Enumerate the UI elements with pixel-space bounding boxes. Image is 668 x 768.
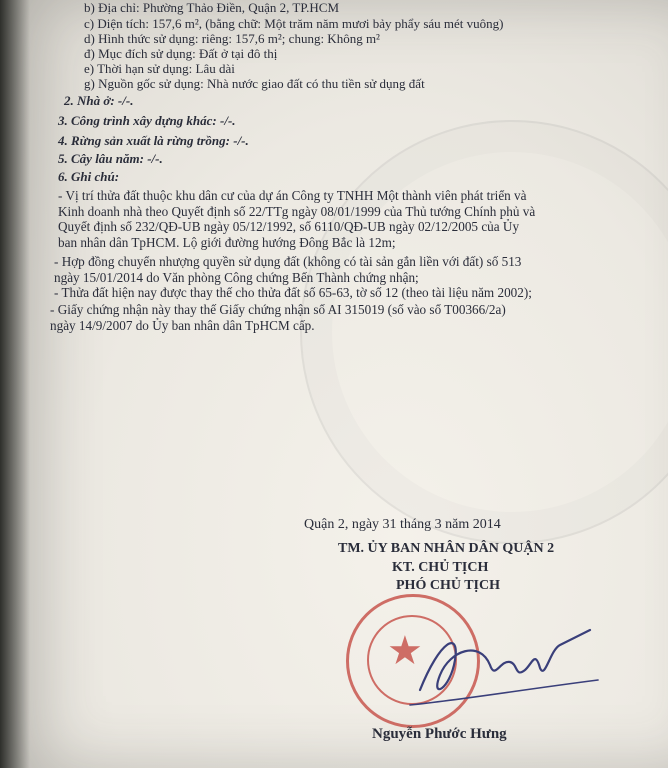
on-behalf-of-chair: KT. CHỦ TỊCH [392, 560, 489, 575]
page-edge-shadow [0, 0, 30, 768]
star-icon: ★ [387, 628, 423, 673]
issue-date-line: Quận 2, ngày 31 tháng 3 năm 2014 [304, 517, 501, 532]
section-forest: 4. Rừng sản xuất là rừng trồng: -/-. [58, 133, 249, 148]
section-perennial-trees: 5. Cây lâu năm: -/-. [58, 151, 163, 166]
usage-origin-line: g) Nguồn gốc sử dụng: Nhà nước giao đất có thu tiền sử dụng đất [84, 76, 425, 91]
usage-purpose-line: đ) Mục đích sử dụng: Đất ở tại đô thị [84, 46, 278, 61]
issuing-authority: TM. ỦY BAN NHÂN DÂN QUẬN 2 [338, 541, 555, 556]
note-parcel-replacement: - Thửa đất hiện nay được thay thế cho thửa đất số 65-63, tờ số 12 (theo tài liệu năm 2002); [54, 285, 532, 300]
signer-name: Nguyễn Phước Hưng [372, 726, 507, 742]
note-certificate-replacement: - Giấy chứng nhận này thay thế Giấy chứng nhận số AI 315019 (số vào sổ T00366/2a) ngày 14/9/2007 do Ủy ban nhân dân TpHCM cấp. [50, 302, 506, 333]
signer-title: PHÓ CHỦ TỊCH [396, 578, 500, 593]
note-location: - Vị trí thửa đất thuộc khu dân cư của dự án Công ty TNHH Một thành viên phát triển và Kinh doanh nhà theo Quyết định số 22/TTg ngày 08/01/1999 của Thủ tướng Chính phủ và Quyết định số 232/QĐ-UB ngày 05/12/1992, số 6110/QĐ-UB ngày 02/12/2005 của Ủy ban nhân dân TpHCM. Lộ giới đường hướng Đông Bắc là 12m; [58, 188, 536, 250]
address-line: b) Địa chỉ: Phường Thảo Điền, Quận 2, TP.HCM [84, 0, 340, 15]
usage-form-line: d) Hình thức sử dụng: riêng: 157,6 m²; chung: Không m² [84, 31, 380, 46]
area-line: c) Diện tích: 157,6 m², (bằng chữ: Một trăm năm mươi bảy phẩy sáu mét vuông) [84, 16, 504, 31]
section-other-construction: 3. Công trình xây dựng khác: -/-. [58, 113, 236, 128]
handwritten-signature [400, 620, 600, 710]
usage-term-line: e) Thời hạn sử dụng: Lâu dài [84, 61, 235, 76]
note-transfer-contract: - Hợp đồng chuyển nhượng quyền sử dụng đất (không có tài sản gắn liền với đất) số 513 ngày 15/01/2014 do Văn phòng Công chứng Bến Thành chứng nhận; [54, 254, 522, 285]
section-notes-heading: 6. Ghi chú: [58, 169, 120, 184]
section-house: 2. Nhà ở: -/-. [64, 93, 134, 108]
